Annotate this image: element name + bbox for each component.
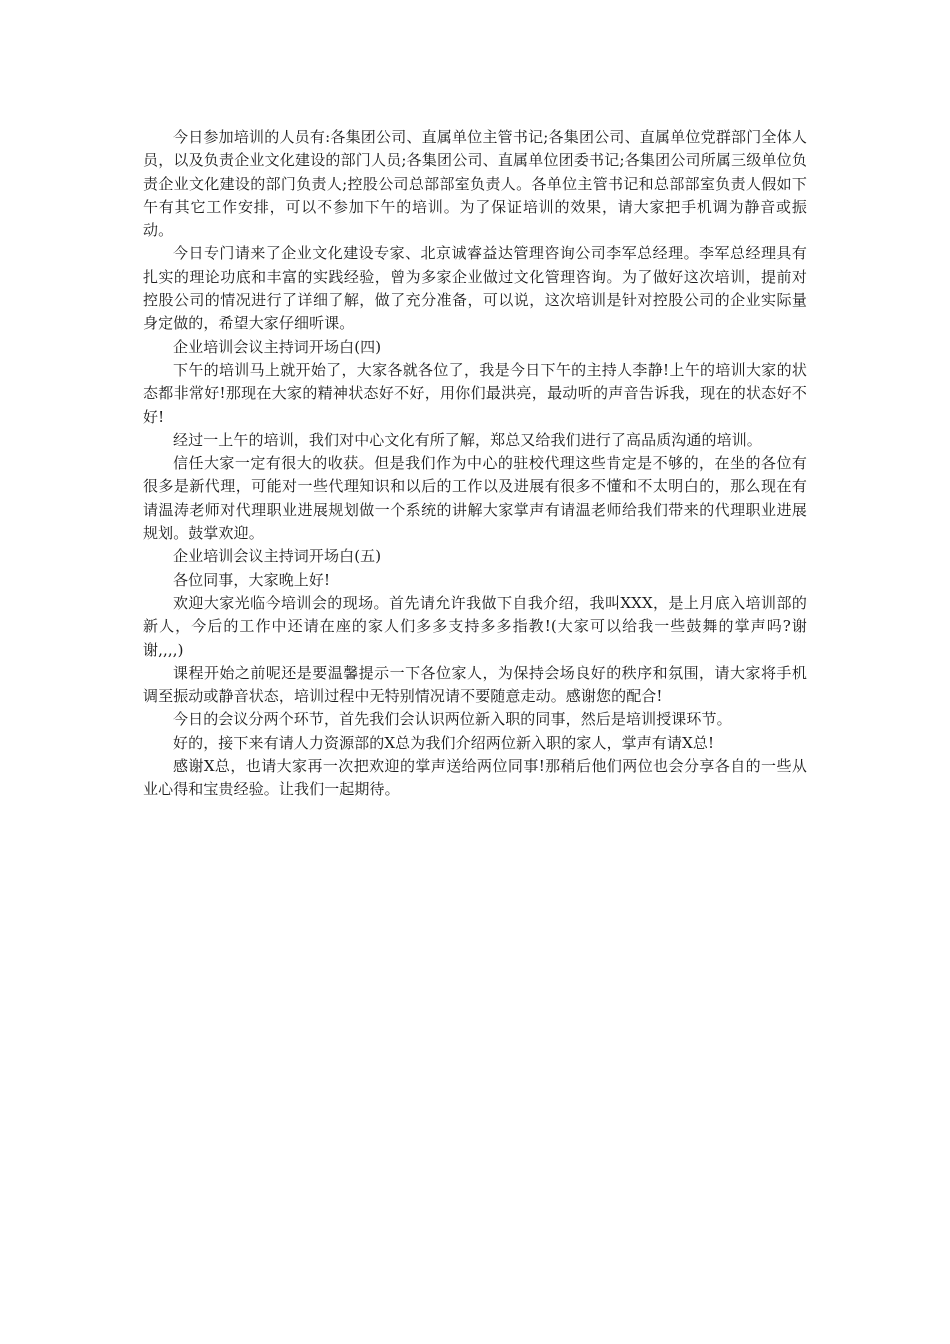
paragraph-expert-intro: 今日专门请来了企业文化建设专家、北京诚睿益达管理咨询公司李军总经理。李军总经理具有扎实的理论功底和丰富的实践经验，曾为多家企业做过文化管理咨询。为了做好这次培训，提前对控股公司的情况进行了详细了解，做了充分准备，可以说，这次培训是针对控股公司的企业实际量身定做的，希望大家仔细听课。 bbox=[143, 244, 807, 333]
paragraph-self-intro: 欢迎大家光临今培训会的现场。首先请允许我做下自我介绍，我叫XXX，是上月底入培训部的新人，今后的工作中还请在座的家人们多多支持多多指教!(大家可以给我一些鼓舞的掌声吗?谢谢,,,,) bbox=[143, 593, 807, 659]
paragraph-morning-review: 经过一上午的培训，我们对中心文化有所了解，郑总又给我们进行了高品质沟通的培训。 bbox=[173, 430, 762, 449]
paragraph-thanks: 感谢X总，也请大家再一次把欢迎的掌声送给两位同事!那稍后他们两位也会分享各自的一些从业心得和宝贵经验。让我们一起期待。 bbox=[143, 757, 807, 799]
document-body bbox=[143, 126, 807, 802]
paragraph-career-planning: 信任大家一定有很大的收获。但是我们作为中心的驻校代理这些肯定是不够的，在坐的各位有很多是新代理，可能对一些代理知识和以后的工作以及进展有很多不懂和不太明白的，那么现在有请温涛老师对代理职业进展规划做一个系统的讲解大家掌声有请温老师给我们带来的代理职业进展规划。鼓掌欢迎。 bbox=[143, 454, 807, 543]
paragraph-greeting: 各位同事，大家晚上好! bbox=[173, 570, 331, 589]
paragraph-agenda: 今日的会议分两个环节，首先我们会认识两位新入职的同事，然后是培训授课环节。 bbox=[173, 710, 732, 729]
paragraph-afternoon-start: 下午的培训马上就开始了，大家各就各位了，我是今日下午的主持人李静!上午的培训大家的状态都非常好!那现在大家的精神状态好不好，用你们最洪亮，最动听的声音告诉我，现在的状态好不好! bbox=[143, 360, 807, 426]
paragraph-reminder: 课程开始之前呢还是要温馨提示一下各位家人，为保持会场良好的秩序和氛围，请大家将手机调至振动或静音状态，培训过程中无特别情况请不要随意走动。感谢您的配合! bbox=[143, 663, 807, 706]
paragraph-hr-intro: 好的，接下来有请人力资源部的X总为我们介绍两位新入职的家人，掌声有请X总! bbox=[173, 733, 715, 752]
paragraph-attendees: 今日参加培训的人员有:各集团公司、直属单位主管书记;各集团公司、直属单位党群部门全体人员，以及负责企业文化建设的部门人员;各集团公司、直属单位团委书记;各集团公司所属三级单位负责企业文化建设的部门负责人;控股公司总部部室负责人。各单位主管书记和总部部室负责人假如下午有其它工作安排，可以不参加下午的培训。为了保证培训的效果，请大家把手机调为静音或振动。 bbox=[143, 128, 807, 240]
section-heading-4: 企业培训会议主持词开场白(四) bbox=[173, 337, 382, 356]
section-heading-5: 企业培训会议主持词开场白(五) bbox=[173, 547, 382, 566]
